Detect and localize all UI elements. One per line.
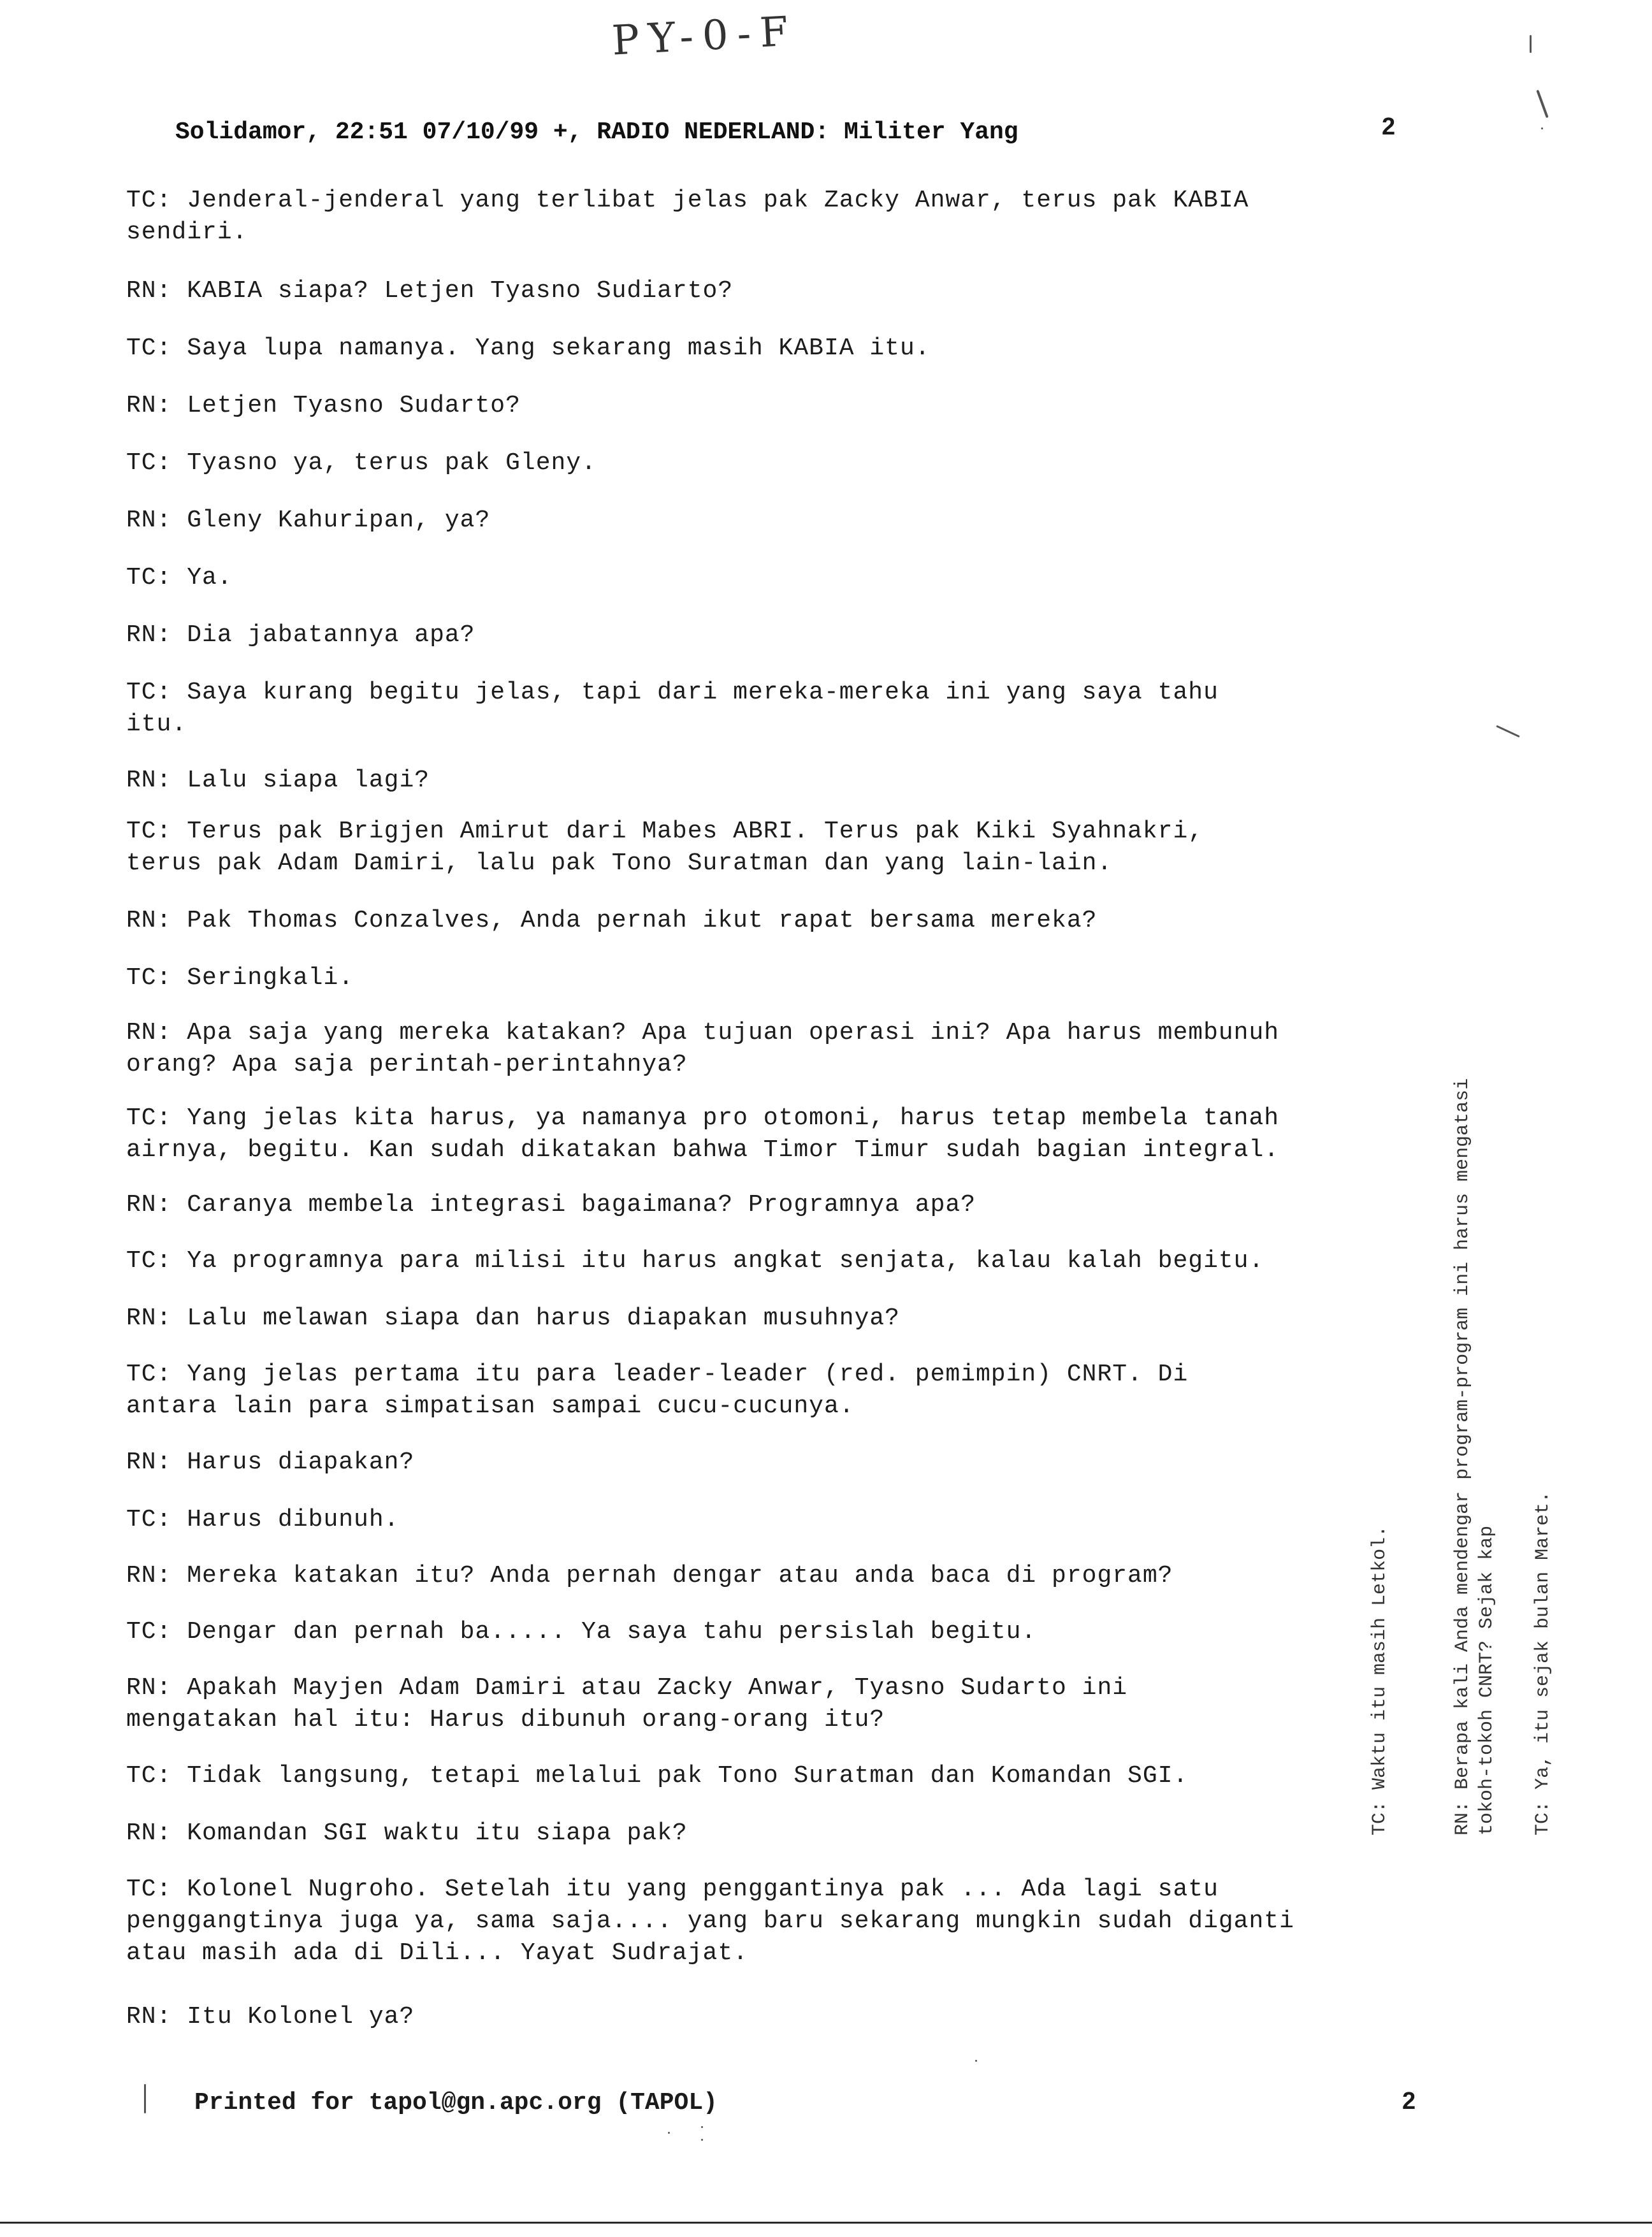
scan-mark (668, 2132, 670, 2134)
transcript-line: RN: Lalu siapa lagi? (126, 767, 430, 794)
margin-note-2: RN: Berapa kali Anda mendengar program-program ini harus mengatasi (1452, 1078, 1474, 1835)
scan-mark (1530, 35, 1532, 53)
scan-mark (975, 2060, 977, 2062)
margin-note-3: tokoh-tokoh CNRT? Sejak kap (1476, 1525, 1498, 1835)
transcript-line: sendiri. (126, 219, 248, 246)
transcript-line: RN: KABIA siapa? Letjen Tyasno Sudiarto? (126, 277, 734, 305)
transcript-line: penggangtinya juga ya, sama saja.... yang baru sekarang mungkin sudah diganti (126, 1908, 1294, 1935)
transcript-line: RN: Caranya membela integrasi bagaimana? Programnya apa? (126, 1191, 976, 1219)
transcript-line: airnya, begitu. Kan sudah dikatakan bahwa Timor Timur sudah bagian integral. (126, 1136, 1280, 1164)
transcript-line: itu. (126, 711, 187, 738)
transcript-line: antara lain para simpatisan sampai cucu-cucunya. (126, 1393, 855, 1420)
transcript-line: TC: Tidak langsung, tetapi melalui pak Tono Suratman dan Komandan SGI. (126, 1762, 1189, 1790)
scan-mark (1541, 127, 1543, 129)
transcript-line: TC: Kolonel Nugroho. Setelah itu yang penggantinya pak ... Ada lagi satu (126, 1876, 1219, 1903)
margin-note-1: TC: Waktu itu masih Letkol. (1369, 1525, 1391, 1835)
transcript-line: orang? Apa saja perintah-perintahnya? (126, 1051, 688, 1078)
transcript-line: TC: Yang jelas kita harus, ya namanya pro otomoni, harus tetap membela tanah (126, 1104, 1280, 1132)
transcript-line: TC: Ya programnya para milisi itu harus angkat senjata, kalau kalah begitu. (126, 1247, 1264, 1275)
page-footer: Printed for tapol@gn.apc.org (TAPOL) (194, 2089, 718, 2117)
transcript-line: RN: Itu Kolonel ya? (126, 2003, 415, 2031)
transcript-line: TC: Saya lupa namanya. Yang sekarang masih KABIA itu. (126, 335, 931, 362)
transcript-line: RN: Lalu melawan siapa dan harus diapakan musuhnya? (126, 1305, 900, 1332)
transcript-line: TC: Seringkali. (126, 964, 354, 992)
transcript-line: RN: Mereka katakan itu? Anda pernah dengar atau anda baca di program? (126, 1562, 1173, 1589)
page-header: Solidamor, 22:51 07/10/99 +, RADIO NEDERLAND: Militer Yang (175, 119, 1018, 146)
transcript-line: TC: Yang jelas pertama itu para leader-leader (red. pemimpin) CNRT. Di (126, 1361, 1189, 1388)
transcript-line: TC: Saya kurang begitu jelas, tapi dari mereka-mereka ini yang saya tahu (126, 679, 1219, 706)
transcript-line: RN: Apakah Mayjen Adam Damiri atau Zacky Anwar, Tyasno Sudarto ini (126, 1674, 1128, 1702)
transcript-line: TC: Terus pak Brigjen Amirut dari Mabes ABRI. Terus pak Kiki Syahnakri, (126, 818, 1204, 845)
transcript-line: RN: Pak Thomas Conzalves, Anda pernah ikut rapat bersama mereka? (126, 907, 1098, 934)
transcript-line: TC: Jenderal-jenderal yang terlibat jelas pak Zacky Anwar, terus pak KABIA (126, 187, 1249, 214)
transcript-line: RN: Gleny Kahuripan, ya? (126, 507, 491, 534)
transcript-line: mengatakan hal itu: Harus dibunuh orang-orang itu? (126, 1706, 885, 1734)
scan-mark (701, 2126, 703, 2128)
transcript-line: RN: Komandan SGI waktu itu siapa pak? (126, 1820, 688, 1847)
transcript-line: RN: Apa saja yang mereka katakan? Apa tujuan operasi ini? Apa harus membunuh (126, 1019, 1280, 1046)
transcript-line: terus pak Adam Damiri, lalu pak Tono Suratman dan yang lain-lain. (126, 850, 1113, 877)
margin-note-4: TC: Ya, itu sejak bulan Maret. (1532, 1491, 1554, 1835)
scan-mark (701, 2139, 703, 2141)
transcript-line: atau masih ada di Dili... Yayat Sudrajat. (126, 1939, 748, 1967)
footer-page-number: 2 (1402, 2088, 1416, 2115)
transcript-line: TC: Harus dibunuh. (126, 1506, 400, 1533)
transcript-line: RN: Dia jabatannya apa? (126, 621, 475, 649)
transcript-line: RN: Harus diapakan? (126, 1449, 415, 1476)
scan-mark (144, 2084, 146, 2113)
scan-mark (1496, 725, 1520, 738)
transcript-line: TC: Dengar dan pernah ba..... Ya saya tahu persislah begitu. (126, 1618, 1037, 1646)
header-page-number: 2 (1382, 113, 1396, 140)
transcript-line: TC: Ya. (126, 564, 233, 591)
handwritten-note: PY-0-F (611, 8, 799, 65)
transcript-line: RN: Letjen Tyasno Sudarto? (126, 392, 521, 419)
transcript-line: TC: Tyasno ya, terus pak Gleny. (126, 449, 597, 477)
scan-mark (1536, 90, 1548, 119)
bottom-rule (0, 2222, 1652, 2224)
